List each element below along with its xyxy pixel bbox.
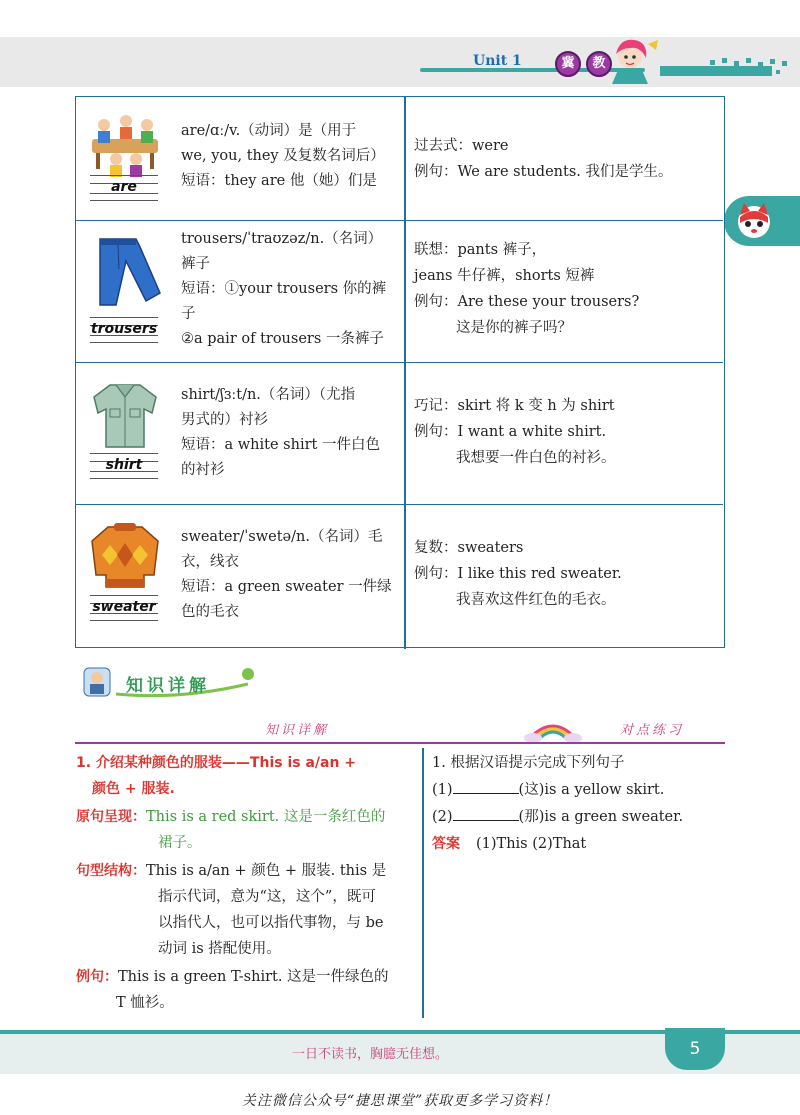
trousers-icon: [86, 235, 164, 307]
vocab-word: are: [111, 179, 137, 195]
section-title: 知识详解: [126, 676, 210, 696]
mascot-face-icon: [734, 201, 774, 241]
note-line: 过去式：were: [414, 138, 509, 154]
vocab-row-sweater: [76, 505, 723, 649]
structure-label: 句型结构：: [76, 863, 146, 879]
vocab-notes: [414, 133, 719, 185]
example-text: This is a green T-shirt. 这是一件绿色的: [118, 969, 389, 985]
column-header-knowledge: 知识详解: [265, 723, 330, 738]
page-number: 5: [665, 1028, 725, 1070]
seal-jiao: 教: [586, 51, 612, 77]
practice-title: 1. 根据汉语提示完成下列句子: [432, 755, 625, 771]
knowledge-heading: [76, 750, 418, 802]
note-line: 例句：Are these your trousers?: [414, 294, 640, 310]
header-band: [0, 37, 800, 87]
original-text: 裙子。: [158, 835, 202, 851]
seal-ji: 冀: [555, 51, 581, 77]
question-number: (1): [432, 782, 453, 798]
def-line: 子: [181, 306, 196, 322]
footer-slogan: 一日不读书，胸臆无佳想。: [291, 1047, 448, 1062]
example-text: T 恤衫。: [116, 995, 174, 1011]
note-line: 例句：I want a white shirt.: [414, 424, 607, 440]
def-line: 短语：①your trousers 你的裤: [181, 281, 387, 297]
answer-blank[interactable]: [453, 807, 519, 821]
answer-blank[interactable]: [453, 780, 519, 794]
heading-line: 1. 介绍某种颜色的服装——This is a/an +: [76, 755, 357, 771]
note-line: jeans 牛仔裤，shorts 短裤: [414, 268, 595, 284]
shirt-icon: [86, 379, 164, 451]
def-line: 男式的）衬衫: [181, 412, 268, 428]
def-line: 短语：a white shirt 一件白色: [181, 437, 380, 453]
def-line: are/ɑː/v.（动词）是（用于: [181, 123, 357, 139]
column-header-practice: 对点练习: [620, 723, 685, 738]
def-line: 衣，线衣: [181, 554, 239, 570]
family-dinner-icon: [86, 109, 164, 181]
vocab-notes: [414, 393, 719, 471]
note-line: 我喜欢这件红色的毛衣。: [456, 592, 616, 608]
original-text: This is a red skirt. 这是一条红色的: [146, 809, 386, 825]
heading-line: 颜色 + 服装.: [92, 781, 175, 797]
structure-text: 动词 is 搭配使用。: [158, 941, 281, 957]
def-line: trousers/ˈtraʊzəz/n.（名词）: [181, 231, 383, 247]
practice-question-2: [432, 804, 722, 831]
def-line: 裤子: [181, 256, 210, 272]
vocab-word: trousers: [90, 321, 158, 337]
note-line: 巧记：skirt 将 k 变 h 为 shirt: [414, 398, 615, 414]
example-sentence: [76, 964, 418, 1016]
note-line: 我想要一件白色的衬衫。: [456, 450, 616, 466]
vocab-notes: [414, 535, 719, 613]
sweater-icon: [86, 521, 164, 593]
def-line: we, you, they 及复数名词后）: [181, 148, 385, 164]
vocab-definition: [181, 119, 399, 194]
sentence-structure: [76, 858, 418, 962]
unit-label: Unit 1: [473, 53, 522, 69]
note-line: 这是你的裤子吗？: [456, 320, 572, 336]
column-divider: [422, 748, 424, 1018]
structure-text: This is a/an + 颜色 + 服装. this 是: [146, 863, 387, 879]
vocab-row-trousers: [76, 221, 723, 363]
question-hint: (这): [518, 782, 545, 798]
practice-question-1: [432, 777, 722, 804]
word-box: [90, 453, 158, 479]
practice-answer: [432, 831, 722, 858]
original-sentence: [76, 804, 418, 856]
answer-text: (1)This (2)That: [476, 836, 587, 852]
def-line: 短语：a green sweater 一件绿: [181, 579, 392, 595]
vocab-word: shirt: [105, 457, 143, 473]
question-text: is a green sweater.: [544, 809, 684, 825]
original-label: 原句呈现：: [76, 809, 146, 825]
question-number: (2): [432, 809, 453, 825]
header-pixel-pattern: [700, 58, 792, 78]
note-line: 例句：I like this red sweater.: [414, 566, 622, 582]
def-line: sweater/ˈswetə/n.（名词）毛: [181, 529, 383, 545]
knowledge-column: [76, 750, 418, 1016]
question-text: is a yellow skirt.: [544, 782, 665, 798]
vocab-definition: [181, 383, 399, 483]
vocab-row-shirt: [76, 363, 723, 505]
cartoon-girl-icon: [600, 36, 662, 86]
vocab-definition: [181, 525, 399, 625]
practice-column: [432, 750, 722, 858]
note-line: 例句：We are students. 我们是学生。: [414, 164, 673, 180]
def-line: 短语：they are 他（她）们是: [181, 173, 377, 189]
structure-text: 指示代词，意为“这，这个”，既可: [158, 889, 376, 905]
note-line: 复数：sweaters: [414, 540, 524, 556]
question-hint: (那): [518, 809, 545, 825]
vocab-row-are: [76, 97, 723, 221]
def-line: 的衬衫: [181, 462, 225, 478]
vocab-definition: [181, 227, 399, 352]
watermark-text: 关注微信公众号“捷思课堂”获取更多学习资料！: [241, 1093, 559, 1109]
vocab-word: sweater: [92, 599, 156, 615]
answer-label: 答案: [432, 836, 460, 852]
structure-text: 以指代人，也可以指代事物，与 be: [158, 915, 384, 931]
note-line: 联想：pants 裤子，: [414, 242, 547, 258]
example-label: 例句：: [76, 969, 118, 985]
def-line: shirt/ʃɜːt/n.（名词）（尤指: [181, 387, 356, 403]
def-line: ②a pair of trousers 一条裤子: [181, 331, 384, 347]
word-box: [90, 175, 158, 201]
vocab-table: [75, 96, 725, 648]
vocab-notes: [414, 237, 719, 341]
column-header-line: [75, 742, 725, 744]
def-line: 色的毛衣: [181, 604, 239, 620]
word-box: [90, 595, 158, 621]
word-box: [90, 317, 158, 343]
